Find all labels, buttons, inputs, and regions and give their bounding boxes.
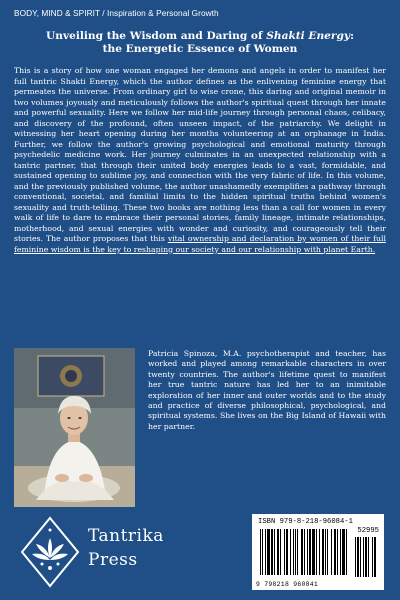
barcode-stripe	[284, 529, 285, 575]
ean-digits: 9 798218 960841	[256, 581, 319, 588]
barcode-stripe	[357, 537, 359, 577]
publisher-name-line-2: Press	[88, 550, 138, 570]
isbn-number: ISBN 979-8-218-96084-1	[258, 518, 353, 526]
barcode-stripe	[319, 529, 320, 575]
barcode-stripe	[365, 537, 367, 577]
barcode-stripe	[304, 529, 305, 575]
book-title	[14, 30, 386, 56]
barcode-stripe	[363, 537, 364, 577]
barcode-stripe	[372, 537, 373, 577]
barcode-stripe	[331, 529, 332, 575]
main-barcode-bars	[260, 529, 360, 575]
title-line-2: the Energetic Essence of Women	[102, 43, 298, 55]
barcode-stripe	[337, 529, 338, 575]
barcode-stripe	[290, 529, 291, 575]
blurb-text: This is a story of how one woman engaged her demons and angels in order to manifest her full tantric Shakti Energy, which the author defines as the enlivening feminine energy that permeates the universe. From ordinary girl to wise crone, this daring and original memoir in two volumes joyously and meticulously follows the author's spiritual quest through her innate and powerful sexuality. Here we follow her mid-life journey through personal chaos, celibacy, and discovery of the profound, often unseen impact, of the patriarchy. We delight in witnessing her heart opening during her months volunteering at an orphanage in India. Further, we follow the author's growing psychological and emotional maturity through psychedelic medicine work. Her journey culminates in an unexpected relationship with a tantric partner, that through their united body energies leads to a vast, formidable, and sustained opening to sublime joy, and connection with the very fabric of life. In this volume, and the previously published volume, the author unashamedly exemplifies a pathway through conventional, societal, and familial limits to the hidden spiritual truths behind women's sexuality and truth-telling. These two books are nothing less than a call for women in every walk of life to dare to embrace their personal stories, family lineage, intimate relationships, motherhood, and sexual energies with wonder and curiosity, and courageously tell their stories. The author proposes that this	[14, 66, 386, 243]
barcode-stripe	[309, 529, 311, 575]
barcode-stripe	[262, 529, 263, 575]
publisher-logo	[20, 514, 164, 592]
barcode-stripe	[286, 529, 288, 575]
barcode-stripe	[277, 529, 279, 575]
barcode-stripe	[342, 529, 345, 575]
barcode-stripe	[368, 537, 369, 577]
barcode-stripe	[374, 537, 376, 577]
barcode-stripe	[271, 529, 273, 575]
title-emphasis: Shakti Energy	[266, 30, 351, 42]
barcode-stripe	[325, 529, 326, 575]
author-photo	[14, 348, 135, 507]
barcode-stripe	[340, 529, 341, 575]
barcode-stripe	[265, 529, 266, 575]
publisher-name-line-1: Tantrika	[88, 526, 164, 546]
blurb-underlined-text: vital ownership and declaration by women of their full feminine wisdom is the key to reshaping our society and our relationship with planet Earth.	[14, 234, 386, 254]
barcode-stripe	[260, 529, 261, 575]
barcode-stripe	[316, 529, 317, 575]
price-code: 52995	[357, 527, 379, 535]
author-bio: Patricia Spinoza, M.A. psychotherapist and teacher, has worked and played among remarkable characters in over twenty countries. The author's lifetime quest to manifest her true tantric nature has led her to an inimitable exploration of her inner and outer worlds and to the study and practice of diverse philosophical, psychological, and spiritual systems. She lives on the Big Island of Hawaii with her partner.	[148, 349, 386, 431]
barcode-stripe	[280, 529, 281, 575]
barcode-stripe	[312, 529, 315, 575]
addon-barcode-bars	[355, 537, 379, 577]
barcode-stripe	[346, 529, 347, 575]
barcode-stripe	[322, 529, 324, 575]
barcode-stripe	[307, 529, 308, 575]
barcode-stripe	[334, 529, 336, 575]
barcode-stripe	[355, 537, 356, 577]
isbn-barcode	[252, 514, 384, 590]
lotus-diamond-logo-icon	[20, 516, 80, 588]
barcode-stripe	[267, 529, 270, 575]
barcode-stripe	[301, 529, 303, 575]
barcode-stripe	[327, 529, 328, 575]
barcode-stripe	[360, 537, 361, 577]
category-label: BODY, MIND & SPIRIT / Inspiration & Personal Growth	[14, 8, 219, 18]
author-photo-illustration	[14, 348, 135, 507]
barcode-stripe	[274, 529, 275, 575]
barcode-stripe	[295, 529, 296, 575]
title-line-1: Unveiling the Wisdom and Daring of Shakti Energy:	[46, 30, 354, 42]
barcode-stripe	[293, 529, 294, 575]
barcode-stripe	[297, 529, 298, 575]
book-blurb	[14, 66, 386, 255]
